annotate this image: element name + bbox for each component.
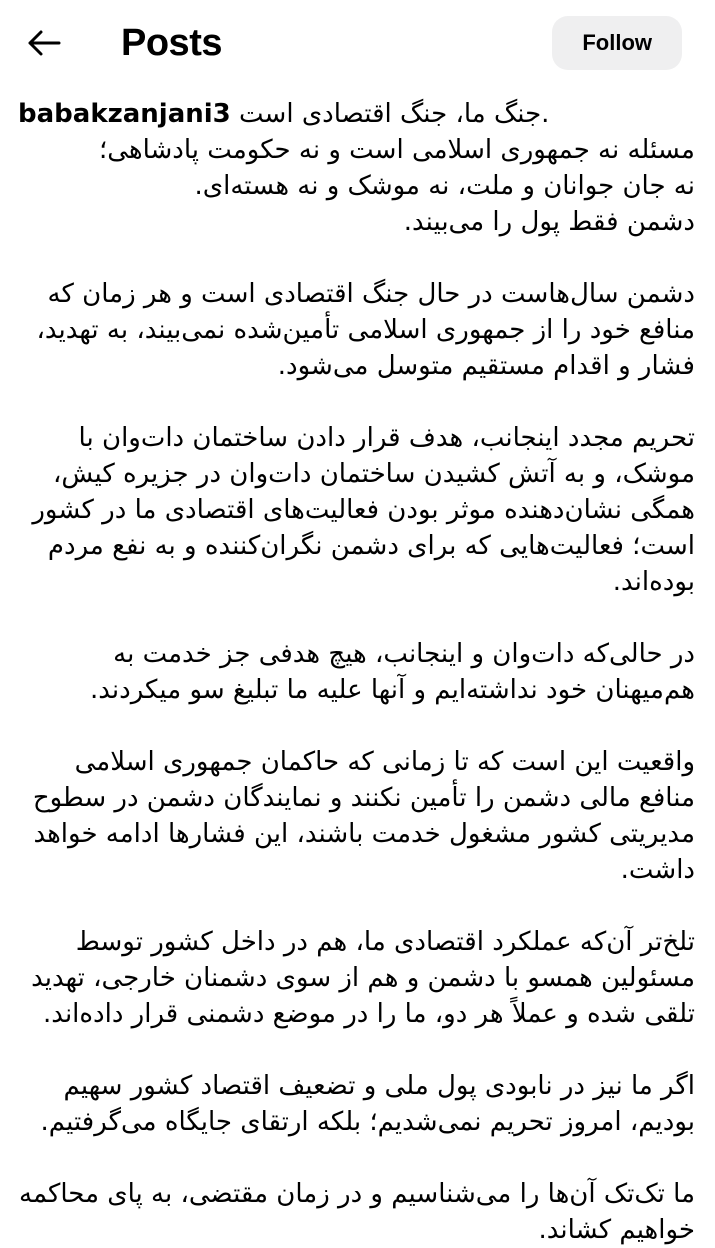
caption-intro-block bbox=[18, 96, 695, 240]
caption-paragraph: تلخ‌تر آن‌که عملکرد اقتصادی ما، هم در داخل کشور توسط مسئولین همسو با دشمن و هم از سوی دشمنان خارجی، تهدید تلقی شده و عملاً هر دو، ما را در موضع دشمنی قرار داده‌اند. bbox=[31, 927, 695, 1030]
caption-username[interactable]: babakzanjani3 bbox=[18, 99, 231, 130]
post-caption bbox=[0, 80, 715, 1248]
caption-line: مسئله نه جمهوری اسلامی است و نه حکومت پادشاهی؛ bbox=[98, 135, 695, 166]
caption-paragraph: در حالی‌که دات‌وان و اینجانب، هیچ هدفی جز خدمت به هم‌میهنان خود نداشته‌ایم و آنها علیه ما تبلیغ سو میکردند. bbox=[89, 639, 695, 706]
caption-paragraph: تحریم مجدد اینجانب، هدف قرار دادن ساختمان دات‌وان با موشک، و به آتش کشیدن ساختمان دات‌وان در جزیره کیش، همگی نشان‌دهنده موثر بودن فعالیت‌های اقتصادی ما در کشور است؛ فعالیت‌هایی که برای دشمن نگران‌کننده و به نفع مردم بوده‌اند. bbox=[32, 423, 695, 598]
page-title: Posts bbox=[121, 21, 222, 64]
caption-line: دشمن فقط پول را می‌بیند. bbox=[403, 207, 695, 238]
caption-paragraph: واقعیت این است که تا زمانی که حاکمان جمهوری اسلامی منافع مالی دشمن را تأمین نکنند و نمایندگان دشمن در سطوح مدیریتی کشور مشغول خدمت باشند، این فشارها ادامه خواهد داشت. bbox=[32, 747, 695, 886]
arrow-left-icon bbox=[25, 27, 63, 59]
app-header bbox=[0, 0, 715, 80]
caption-line: نه جان جوانان و ملت، نه موشک و نه هسته‌ای. bbox=[194, 171, 695, 202]
caption-first-line bbox=[18, 96, 695, 132]
caption-paragraph: دشمن سال‌هاست در حال جنگ اقتصادی است و هر زمان که منافع خود را از جمهوری اسلامی تأمین‌شده نمی‌بیند، به تهدید، فشار و اقدام مستقیم متوسل می‌شود. bbox=[36, 279, 695, 382]
back-button[interactable] bbox=[25, 27, 63, 59]
caption-paragraph: ما تک‌تک آن‌ها را می‌شناسیم و در زمان مقتضی، به پای محاکمه خواهیم کشاند. bbox=[19, 1179, 695, 1246]
caption-paragraph: اگر ما نیز در نابودی پول ملی و تضعیف اقتصاد کشور سهیم بودیم، امروز تحریم نمی‌شدیم؛ بلکه ارتقای جایگاه می‌گرفتیم. bbox=[40, 1071, 695, 1138]
caption-first-sentence: جنگ ما، جنگ اقتصادی است. bbox=[239, 99, 550, 130]
follow-button[interactable]: Follow bbox=[552, 16, 682, 70]
